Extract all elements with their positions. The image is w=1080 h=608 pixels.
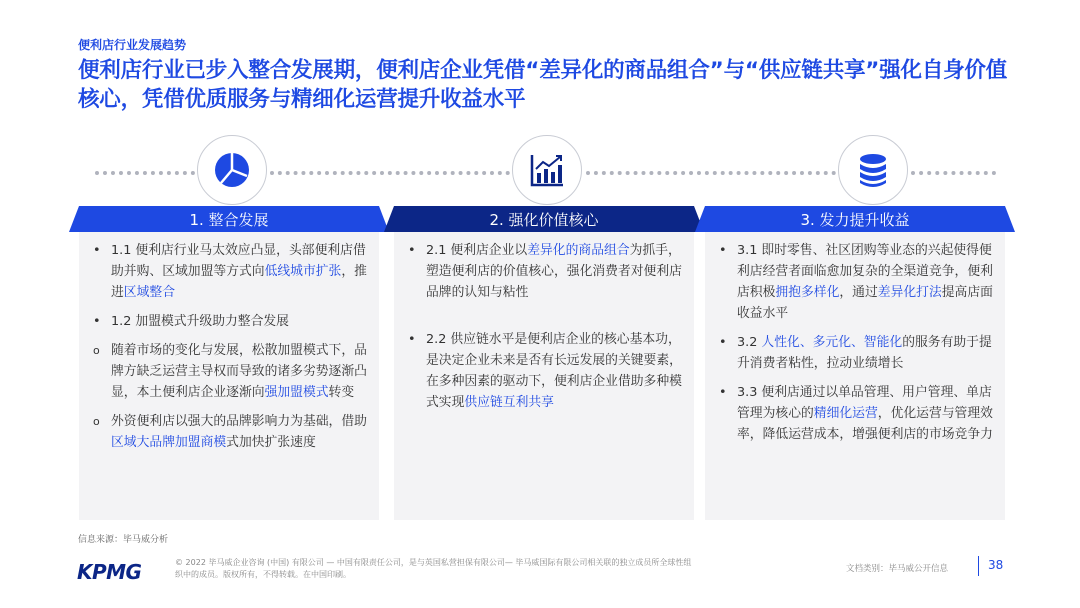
list-item: [406, 329, 682, 413]
bullet-marker: •: [719, 385, 727, 400]
highlight-text: 人性化、多元化、智能化: [761, 335, 903, 350]
highlight-text: 强加盟模式: [264, 385, 329, 400]
divider: [95, 171, 195, 175]
column-title: 3. 发力提升收益: [800, 210, 910, 229]
bullet-marker: •: [408, 243, 416, 258]
bullet-marker: o: [93, 344, 100, 357]
list-item: [91, 311, 367, 332]
body-text: 1.2 加盟模式升级助力整合发展: [111, 314, 289, 329]
highlight-text: 差异化打法: [877, 285, 942, 300]
pie-chart-icon: [197, 135, 267, 205]
body-text: 3.2: [737, 335, 762, 350]
highlight-text: 拥抱多样化: [775, 285, 840, 300]
body-text: ，推进: [111, 264, 367, 300]
body-text: 随着市场的变化与发展，松散加盟模式下，品牌方缺乏运营主导权而导致的诸多劣势逐渐凸显，本土便利店企业逐渐向: [111, 343, 367, 400]
body-text: 2.1 便利店企业以: [426, 243, 528, 258]
bar-chart-icon: [512, 135, 582, 205]
body-text: ，优化运营与管理效率，降低运营成本，增强便利店的市场竞争力: [737, 406, 993, 442]
divider: [978, 556, 979, 576]
column-integration: [79, 206, 379, 520]
copyright-text: © 2022 毕马威企业咨询 (中国) 有限公司 — 中国有限责任公司，是与英国私营担保有限公司— 毕马威国际有限公司相关联的独立成员所全球性组织中的成员。版权所有，不得转载。在中国印刷。: [175, 558, 692, 579]
coin-stack-icon: [838, 135, 908, 205]
column-body: [705, 232, 1005, 445]
body-text: 为抓手，塑造便利店的价值核心，强化消费者对便利店品牌的认知与粘性: [426, 243, 682, 300]
divider: [270, 171, 510, 175]
bullet-marker: •: [719, 335, 727, 350]
column-title: 1. 整合发展: [189, 210, 269, 229]
bullet-marker: •: [93, 314, 101, 329]
body-text: 外资便利店以强大的品牌影响力为基础，借助: [111, 414, 367, 429]
divider: [586, 171, 836, 175]
bullet-marker: •: [719, 243, 727, 258]
bullet-marker: •: [408, 332, 416, 347]
column-header: [79, 206, 379, 232]
list-item: [91, 340, 367, 403]
highlight-text: 低线城市扩张: [264, 264, 342, 279]
highlight-text: 区域大品牌加盟商模: [111, 435, 227, 450]
body-text: 1.1 便利店行业马太效应凸显，头部便利店借助并购、区域加盟等方式向: [111, 243, 366, 279]
list-item: [406, 240, 682, 303]
body-text: 3.1 即时零售、社区团购等业态的兴起使得便利店经营者面临愈加复杂的全渠道竞争，便利店积极: [737, 243, 993, 300]
column-title: 2. 强化价值核心: [489, 210, 599, 229]
body-text: 2.2 供应链水平是便利店企业的核心基本功，是决定企业未来是否有长远发展的关键要素，在多种因素的驱动下，便利店企业借助多种模式实现: [426, 332, 682, 410]
body-text: 转变: [328, 385, 355, 400]
column-header: [705, 206, 1005, 232]
list-item: [91, 411, 367, 453]
divider: [911, 171, 996, 175]
highlight-text: 精细化运营: [813, 406, 878, 421]
bullet-marker: o: [93, 415, 100, 428]
bullet-marker: •: [93, 243, 101, 258]
body-text: 的服务有助于提升消费者粘性，拉动业绩增长: [737, 335, 992, 371]
source-note: 信息来源：毕马威分析: [78, 535, 169, 545]
highlight-text: 区域整合: [123, 285, 175, 300]
list-item: [717, 332, 993, 374]
list-item: [717, 240, 993, 324]
list-item: [91, 240, 367, 303]
page-title: 便利店行业已步入整合发展期，便利店企业凭借“差异化的商品组合”与“供应链共享”强化自身价值核心，凭借优质服务与精细化运营提升收益水平: [78, 58, 1008, 112]
body-text: 3.3 便利店通过以单品管理、用户管理、单店管理为核心的: [737, 385, 992, 421]
column-body: [79, 232, 379, 453]
column-body: [394, 232, 694, 413]
list-item: [717, 382, 993, 445]
highlight-text: 差异化的商品组合: [527, 243, 630, 258]
body-text: 式加快扩张速度: [226, 435, 316, 450]
kpmg-logo: KPMG: [77, 560, 142, 584]
body-text: ，通过: [839, 285, 878, 300]
column-header: [394, 206, 694, 232]
column-revenue: [705, 206, 1005, 520]
document-classification: 文档类别：毕马威公开信息: [846, 564, 949, 574]
body-text: 提高店面收益水平: [737, 285, 993, 321]
page-number: 38: [988, 558, 1004, 572]
column-value-core: [394, 206, 694, 520]
section-label: 便利店行业发展趋势: [78, 38, 187, 52]
highlight-text: 供应链互利共享: [464, 395, 554, 410]
